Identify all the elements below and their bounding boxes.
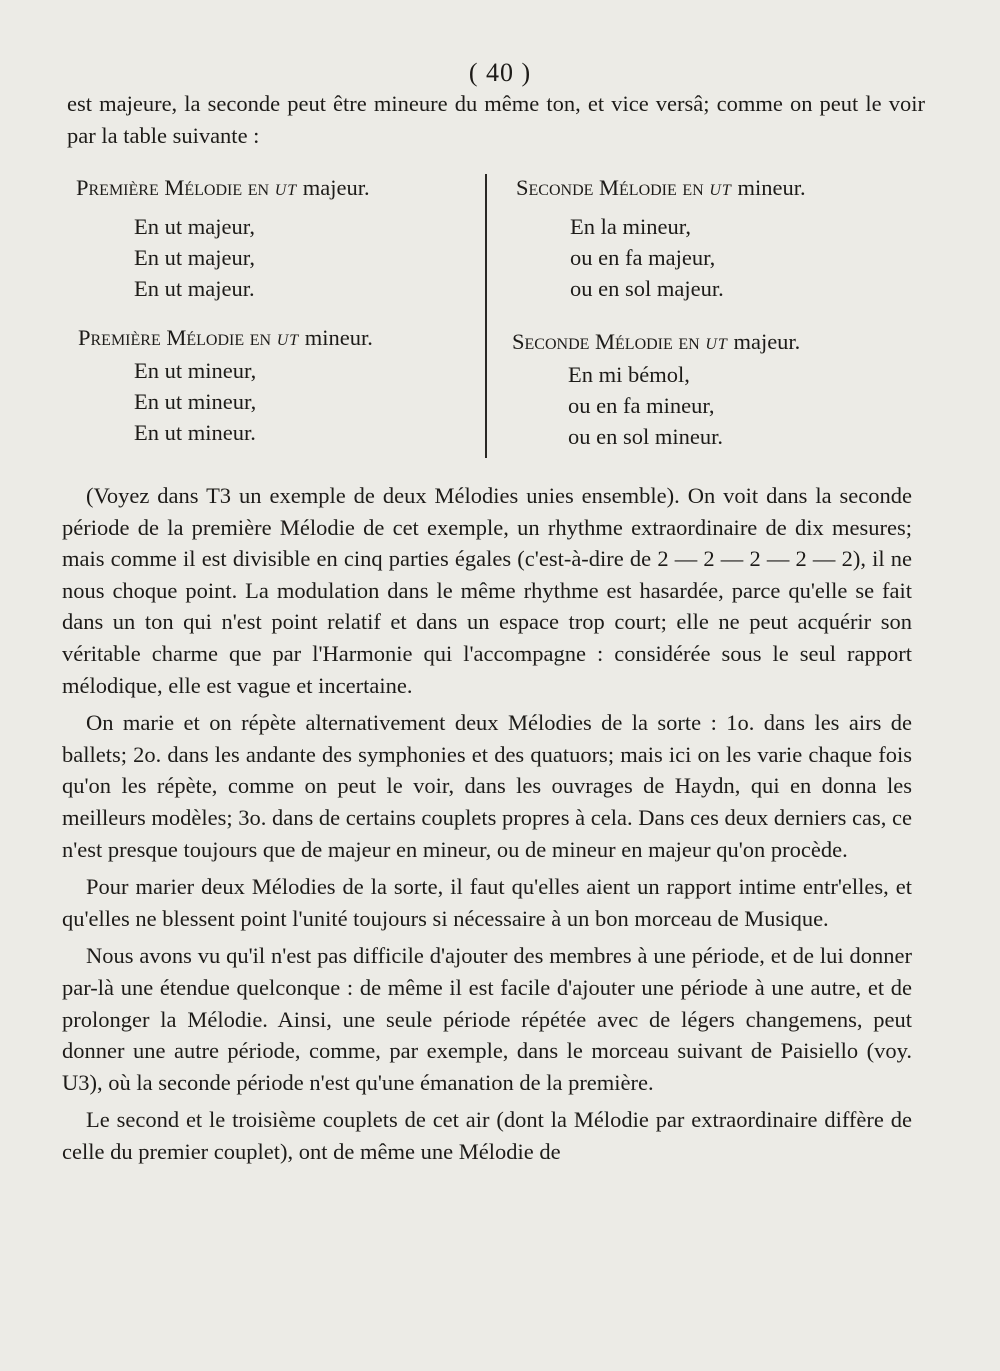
paragraph-2: On marie et on répète alternativement deux Mélodies de la sorte : 1o. dans les airs de ballets; 2o. dans les andante des symphonies et des quatuors; mais ici on les varie chaque fois qu'on les répète, comme on peut le voir, dans les ouvrages de Haydn, qui en donna les meilleurs modèles; 3o. dans de certains couplets propres à cela. Dans ces deux derniers cas, ce n'est presque toujours que de majeur en mineur, ou de mineur en majeur qu'on procède. (62, 710, 912, 862)
intro-paragraph (67, 88, 925, 152)
table-line: En ut majeur, (134, 245, 255, 270)
table-line: En ut majeur. (134, 276, 255, 301)
table-line: ou en fa mineur, (568, 393, 715, 418)
left-block-2 (78, 322, 373, 448)
table-line: En ut mineur, (134, 389, 257, 414)
table-heading: Première Mélodie en ut majeur. (76, 175, 370, 200)
table-line: En la mineur, (570, 214, 691, 239)
page-number: ( 40 ) (468, 58, 532, 87)
table-heading: Seconde Mélodie en ut majeur. (512, 329, 801, 354)
table-heading: Première Mélodie en ut mineur. (78, 325, 373, 350)
paragraph-3: Pour marier deux Mélodies de la sorte, il faut qu'elles aient un rapport intime entr'elles, et qu'elles ne blessent point l'unité toujours si nécessaire à un bon morceau de Musique. (62, 874, 912, 931)
melody-table (0, 172, 1000, 462)
right-block-2 (512, 326, 800, 452)
paragraph-5: Le second et le troisième couplets de cet air (dont la Mélodie par extraordinaire diffère de celle du premier couplet), ont de même une Mélodie de (62, 1107, 912, 1164)
table-line: En mi bémol, (568, 362, 690, 387)
table-line: En ut majeur, (134, 214, 255, 239)
table-line: ou en sol majeur. (570, 276, 724, 301)
table-line: ou en sol mineur. (568, 424, 723, 449)
table-line: En ut mineur, (134, 358, 257, 383)
left-block-1 (76, 172, 370, 304)
intro-text: est majeure, la seconde peut être mineure du même ton, et vice versâ; comme on peut le voir par la table suivante : (67, 91, 925, 148)
body-text (62, 480, 912, 1173)
table-line: En ut mineur. (134, 420, 256, 445)
table-line: ou en fa majeur, (570, 245, 716, 270)
right-block-1 (516, 172, 806, 304)
table-divider (485, 174, 487, 458)
table-heading: Seconde Mélodie en ut mineur. (516, 175, 806, 200)
paragraph-1: (Voyez dans T3 un exemple de deux Mélodies unies ensemble). On voit dans la seconde période de la première Mélodie de cet exemple, un rhythme extraordinaire de dix mesures; mais comme il est divisible en cinq parties égales (c'est-à-dire de 2 — 2 — 2 — 2 — 2), il ne nous choque point. La modulation dans le même rhythme est hasardée, parce qu'elle se fait dans un ton qui n'est point relatif et dans un espace trop court; elle ne peut acquérir son véritable charme que par l'Harmonie qui l'accompagne : considérée sous le seul rapport mélodique, elle est vague et incertaine. (62, 483, 912, 698)
paragraph-4: Nous avons vu qu'il n'est pas difficile d'ajouter des membres à une période, et de lui donner par-là une étendue quelconque : de même il est facile d'ajouter une période à une autre, et de prolonger la Mélodie. Ainsi, une seule période répétée avec de légers changemens, peut donner une autre période, comme, par exemple, dans le morceau suivant de Paisiello (voy. U3), où la seconde période n'est qu'une émanation de la première. (62, 943, 912, 1095)
